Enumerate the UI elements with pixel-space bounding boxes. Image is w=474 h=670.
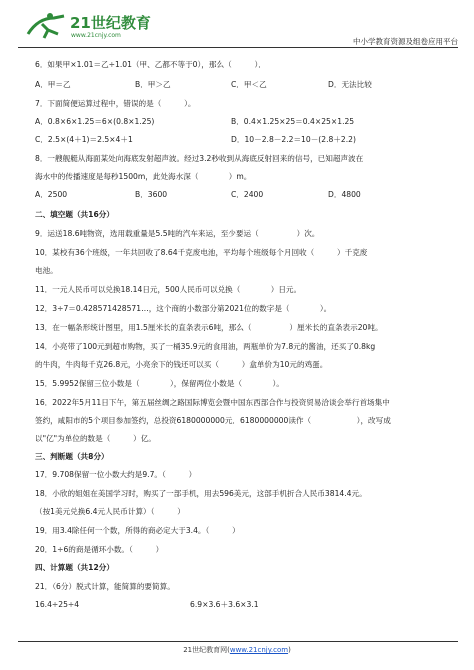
question-8-line-1: 8．一艘舰艇从海面某处向海底发射超声波。经过3.2秒收到从海底反射回来的信号，已知超声波在	[35, 154, 364, 163]
q8-option-d: D．4800	[328, 190, 361, 199]
logo	[24, 10, 154, 44]
question-8-line-2: 海水中的传播速度是每秒1500m，此处海水深（ ）m。	[35, 172, 252, 181]
q7-option-c: C．2.5×(4＋1)＝2.5×4＋1	[35, 135, 133, 144]
question-14-line-2: 的牛肉，牛肉每千克26.8元，小亮余下的钱还可以买（ ）盒单价为10元的鸡蛋。	[35, 360, 328, 369]
question-10-line-2: 电池。	[35, 266, 58, 275]
header-platform-text: 中小学教育资源及组卷应用平台	[353, 37, 458, 46]
q7-option-b: B．0.4×1.25×25＝0.4×25×1.25	[231, 117, 355, 126]
section-judge-heading: 三、判断题（共8分）	[35, 452, 109, 461]
q7-option-d: D．10－2.8－2.2＝10－(2.8＋2.2)	[231, 135, 356, 144]
logo-subtext: www.21cnjy.com	[71, 32, 121, 39]
footer-divider	[18, 641, 458, 642]
question-20: 20．1÷6的商是循环小数。（ ）	[35, 545, 164, 554]
header-divider	[18, 47, 458, 48]
question-21: 21．（6分）脱式计算，能简算的要简算。	[35, 582, 175, 591]
footer-text-suffix: )	[288, 646, 291, 654]
question-11: 11．一元人民币可以兑换18.14日元，500人民币可以兑换（ ）日元。	[35, 285, 302, 294]
q6-option-a: A．甲＝乙	[35, 80, 71, 89]
q8-option-a: A．2500	[35, 190, 68, 199]
question-6: 6．如果甲×1.01＝乙÷1.01（甲、乙都不等于0），那么（ ）．	[35, 60, 266, 69]
question-14-line-1: 14．小亮带了100元到超市购物，买了一桶35.9元的食用油，两瓶单价为7.8元的酱油，还买了0.8kg	[35, 342, 376, 351]
footer-link[interactable]: www.21cnjy.com	[229, 646, 289, 654]
q8-option-c: C．2400	[231, 190, 264, 199]
calc-expression-1: 16.4÷25÷4	[35, 600, 80, 609]
question-7: 7．下面简便运算过程中，错误的是（ ）。	[35, 99, 196, 108]
q6-option-b: B．甲＞乙	[135, 80, 171, 89]
q6-option-c: C．甲＜乙	[231, 80, 267, 89]
logo-text: 21世纪教育	[70, 14, 151, 32]
page-footer	[0, 645, 474, 655]
question-15: 15．5.9952保留三位小数是（ ），保留两位小数是（ ）。	[35, 379, 284, 388]
question-19: 19．用3.4除任何一个数，所得的商必定大于3.4。（ ）	[35, 526, 240, 535]
question-12: 12．3÷7＝0.428571428571…，这个商的小数部分第2021位的数字是（ ）。	[35, 304, 332, 313]
runner-logo-icon	[24, 12, 68, 42]
question-16-line-3: 以"亿"为单位的数是（ ）亿。	[35, 434, 156, 443]
page-header	[18, 10, 458, 50]
question-13: 13．在一幅条形统计图里，用1.5厘米长的直条表示6吨，那么（ ）厘米长的直条表示20吨。	[35, 323, 383, 332]
q8-option-b: B．3600	[135, 190, 168, 199]
footer-text-prefix: 21世纪教育网(	[183, 646, 230, 654]
q6-option-d: D．无法比较	[328, 80, 372, 89]
q7-option-a: A．0.8×6×1.25＝6×(0.8×1.25)	[35, 117, 155, 126]
question-9: 9．运送18.6吨物资，选用载重量是5.5吨的汽车来运，至少要运（ ）次。	[35, 229, 320, 238]
section-calc-heading: 四、计算题（共12分）	[35, 563, 114, 572]
section-fill-heading: 二、填空题（共16分）	[35, 210, 114, 219]
question-18-line-1: 18．小欣的姐姐在美国学习时，购买了一部手机，用去596美元，这部手机折合人民币3814.4元。	[35, 489, 367, 498]
calc-expression-2: 6.9×3.6＋3.6×3.1	[190, 600, 259, 609]
question-17: 17．9.708保留一位小数大约是9.7。（ ）	[35, 470, 197, 479]
question-18-line-2: （按1美元兑换6.4元人民币计算）（ ）	[35, 507, 185, 516]
question-16-line-1: 16．2022年5月11日下午，第五届丝绸之路国际博览会暨中国东西部合作与投资贸易洽谈会举行首场集中	[35, 398, 390, 407]
question-10-line-1: 10．某校有36个班级，一年共回收了8.64千克废电池，平均每个班级每个月回收（ ）千克废	[35, 248, 368, 257]
question-16-line-2: 签约，咸阳市的5个项目参加签约，总投资6180000000元．6180000000读作（ ），改写成	[35, 416, 391, 425]
